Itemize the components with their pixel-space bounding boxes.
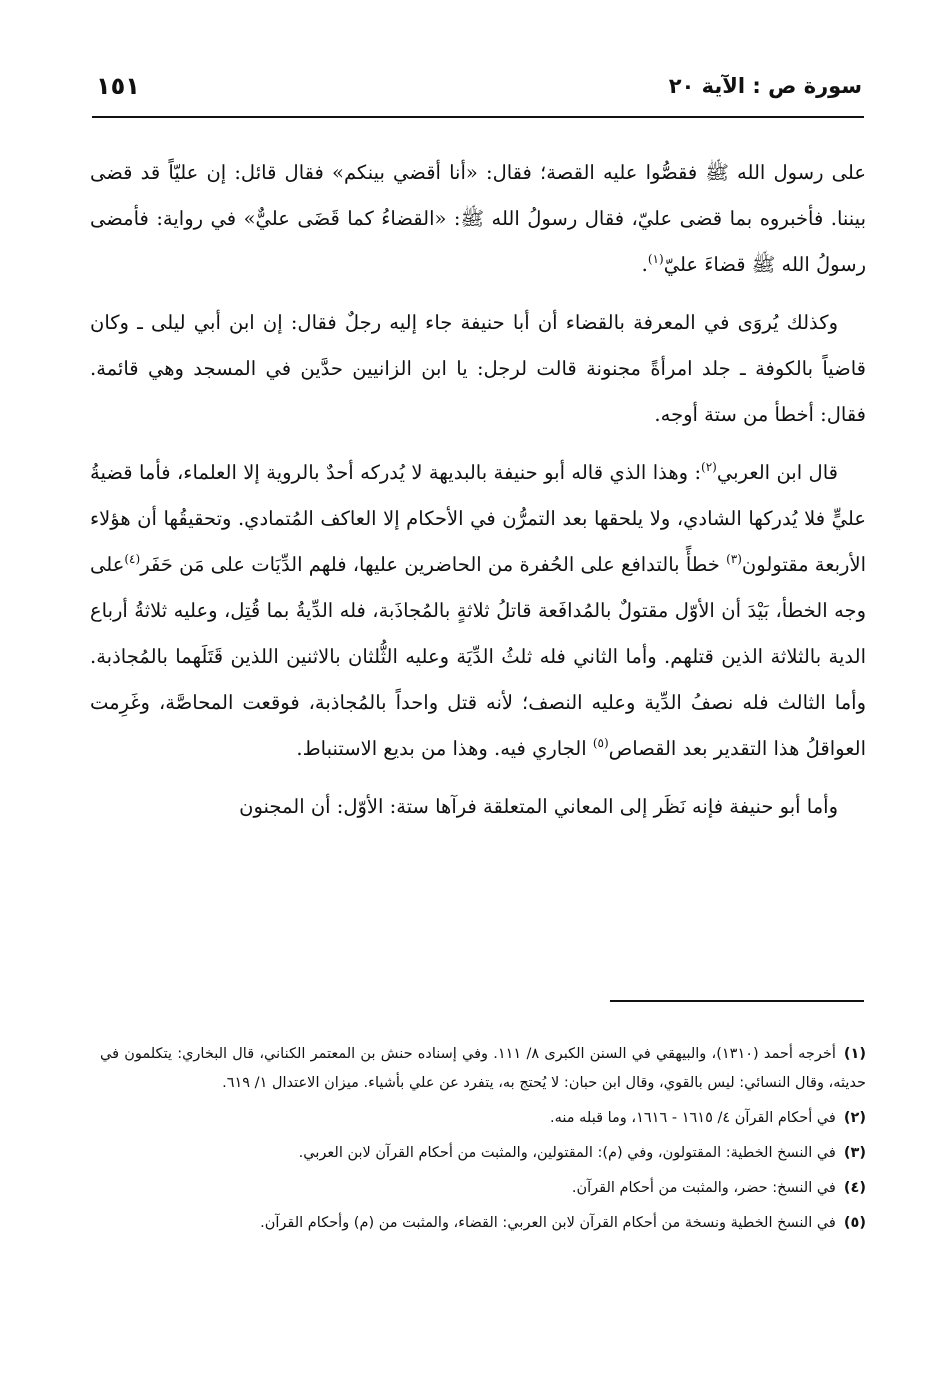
- footnote-marker[interactable]: (١): [647, 252, 664, 266]
- footnote-item: [100, 1174, 866, 1203]
- footnote-marker[interactable]: (٥): [592, 736, 609, 750]
- text-run: على وجه الخطأ، بَيْدَ أن الأوّل مقتولٌ بالمُدافَعة قاتلُ ثلاثةٍ بالمُجاذَبة، فله الدِّيةُ بما قُتِل، وعليه ثلاثةُ أرباع الدية بالثلاثة الذين قتلهم. وأما الثاني فله ثلثُ الدِّيَة وعليه الثُّلثان بالاثنين اللذين قَتَلَهما بالمُجاذبة. وأما الثالث فله نصفُ الدِّية وعليه النصف؛ لأنه قتل واحداً بالمُجاذبة، فوقعت المحاصَّة، وغَرِمت العواقلُ هذا التقدير بعد القصاص: [90, 553, 866, 760]
- text-run: وأما أبو حنيفة فإنه نَظَر إلى المعاني المتعلقة فرآها ستة: الأوّل: أن المجنون: [239, 795, 838, 818]
- main-text: [90, 150, 866, 830]
- text-run: على رسول الله ﷺ فقصُّوا عليه القصة؛ فقال: «أنا أقضي بينكم» فقال قائل: إن عليّاً قد قضى بيننا. فأخبروه بما قضى عليّ، فقال رسولُ الله ﷺ: «القضاءُ كما قَضَى عليٌّ» في رواية: فأمضى رسولُ الله ﷺ قضاءَ عليّ: [90, 161, 866, 276]
- footnote-item: [100, 1139, 866, 1168]
- paragraph: [90, 150, 866, 288]
- footnote-marker[interactable]: (٢): [701, 460, 717, 474]
- text-run: .: [641, 253, 648, 276]
- text-run: قال ابن العربي: [716, 461, 838, 484]
- text-run: الجاري فيه. وهذا من بديع الاستنباط.: [296, 737, 593, 760]
- text-run: وكذلك يُروَى في المعرفة بالقضاء أن أبا حنيفة جاء إليه رجلٌ فقال: إن ابن أبي ليلى ـ وكان قاضياً بالكوفة ـ جلد امرأةً مجنونة قالت لرجل: يا ابن الزانيين حدَّين في المسجد وهي قائمة. فقال: أخطأ من ستة أوجه.: [90, 311, 866, 426]
- text-run: : وهذا الذي قاله أبو حنيفة بالبديهة لا يُدركه أحدٌ بالروية إلا العلماء، فأما قضيةُ عليٍّ فلا يُدركها الشادي، ولا يلحقها بعد التمرُّن في الأحكام إلا العاكف المُتمادي. وتحقيقُها أن هؤلاء الأربعة مقتولون: [90, 461, 867, 576]
- footnote-text: أخرجه أحمد (١٣١٠)، والبيهقي في السنن الكبرى ٨/ ١١١. وفي إسناده حنش بن المعتمر الكناني، قال البخاري: يتكلمون في حديثه، وقال النسائي: ليس بالقوي، وقال ابن حبان: لا يُحتج به، يتفرد عن علي بأشياء. ميزان الاعتدال ١/ ٦١٩.: [100, 1046, 866, 1091]
- footnote-number: (٥): [843, 1215, 866, 1231]
- footnote-text: في النسخ الخطية: المقتولون، وفي (م): المقتولين، والمثبت من أحكام القرآن لابن العربي.: [298, 1145, 836, 1161]
- footnote-text: في أحكام القرآن ٤/ ١٦١٥ - ١٦١٦، وما قبله منه.: [549, 1110, 836, 1126]
- footnote-marker[interactable]: (٤): [124, 552, 141, 566]
- footnote-item: [100, 1209, 866, 1238]
- footnote-number: (٤): [843, 1180, 866, 1196]
- footnote-item: [100, 1104, 866, 1133]
- footnote-number: (١): [843, 1046, 866, 1062]
- footnote-item: [100, 1040, 866, 1098]
- footnote-number: (٣): [843, 1145, 866, 1161]
- header-title: سورة ص : الآية ٢٠: [668, 74, 862, 98]
- page-number: ١٥١: [96, 72, 140, 100]
- paragraph: [90, 300, 866, 438]
- footnote-divider: [610, 1000, 864, 1002]
- running-header: [96, 70, 862, 110]
- footnote-number: (٢): [843, 1110, 866, 1126]
- header-divider: [92, 116, 864, 118]
- footnotes: [100, 1040, 866, 1244]
- footnote-marker[interactable]: (٣): [726, 552, 742, 566]
- text-run: خطأً بالتدافع على الحُفرة من الحاضرين عليها، فلهم الدِّيَات على مَن حَفَر: [140, 553, 727, 576]
- footnote-text: في النسخ الخطية ونسخة من أحكام القرآن لابن العربي: القضاء، والمثبت من (م) وأحكام القرآن.: [260, 1215, 836, 1231]
- footnote-text: في النسخ: حضر، والمثبت من أحكام القرآن.: [571, 1180, 836, 1196]
- paragraph: [90, 450, 866, 772]
- paragraph: [90, 784, 866, 830]
